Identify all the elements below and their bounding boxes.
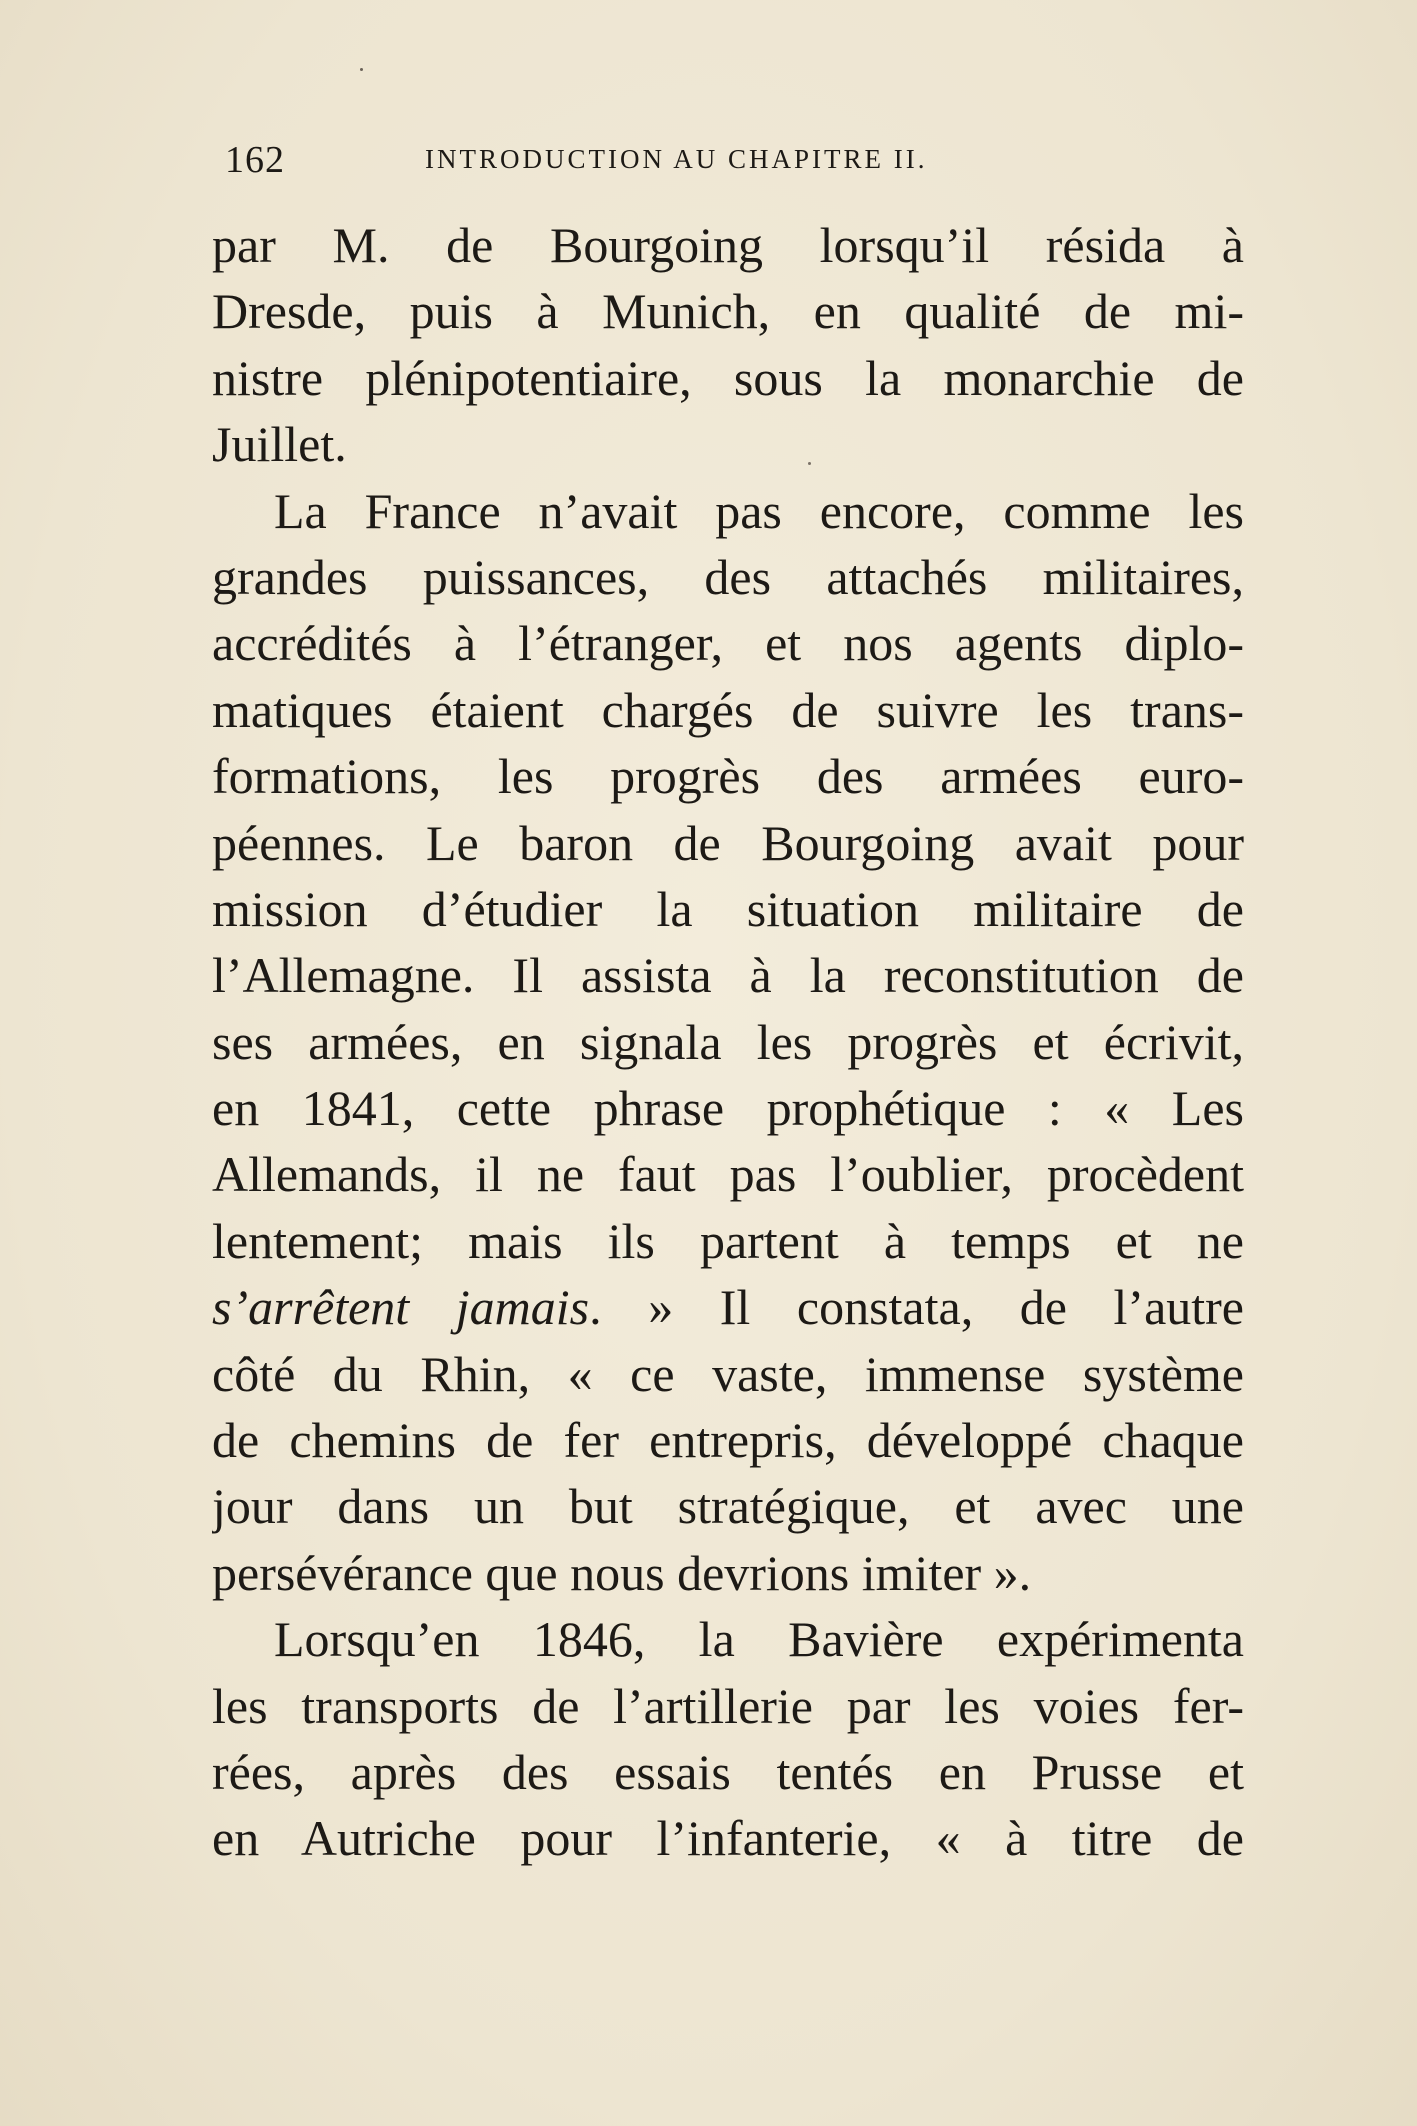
text-line: accrédités à l’étranger, et nos agents diplo-	[212, 615, 1244, 672]
running-head: INTRODUCTION AU CHAPITRE II.	[425, 144, 928, 174]
text-line: nistre plénipotentiaire, sous la monarchie de	[212, 349, 1244, 406]
text-line: La France n’avait pas encore, comme les	[274, 482, 1244, 539]
text-line: formations, les progrès des armées euro-	[212, 748, 1244, 805]
text-line: lentement; mais ils partent à temps et ne	[212, 1212, 1244, 1269]
text-line: ses armées, en signala les progrès et écrivit,	[212, 1013, 1244, 1070]
text-line: par M. de Bourgoing lorsqu’il résida à	[212, 217, 1244, 273]
body-text	[212, 212, 1244, 1872]
text-line: Juillet.	[212, 416, 347, 473]
text-line: mission d’étudier la situation militaire de	[212, 880, 1244, 937]
text-line: grandes puissances, des attachés militaires,	[212, 548, 1244, 605]
text-line: de chemins de fer entrepris, développé chaque	[212, 1412, 1244, 1469]
text-line: en 1841, cette phrase prophétique : « Les	[212, 1080, 1244, 1137]
text-line: Dresde, puis à Munich, en qualité de mi-	[212, 283, 1244, 340]
text-line: péennes. Le baron de Bourgoing avait pour	[212, 814, 1244, 871]
text-line-rest: . » Il constata, de l’autre	[589, 1279, 1244, 1336]
text-line: persévérance que nous devrions imiter ».	[212, 1544, 1032, 1601]
text-line: côté du Rhin, « ce vaste, immense système	[212, 1345, 1244, 1402]
italic-phrase: s’arrêtent jamais	[212, 1279, 590, 1336]
text-line: l’Allemagne. Il assista à la reconstitution de	[212, 947, 1244, 1004]
text-line: Lorsqu’en 1846, la Bavière expérimenta	[274, 1611, 1244, 1668]
text-line: les transports de l’artillerie par les voies fer-	[212, 1677, 1244, 1734]
text-line-with-italic	[212, 1274, 1244, 1340]
paper-speck	[360, 68, 363, 71]
text-line: en Autriche pour l’infanterie, « à titre de	[212, 1810, 1244, 1867]
page-header	[225, 138, 1045, 188]
page-number: 162	[225, 139, 285, 181]
text-line: rées, après des essais tentés en Prusse et	[212, 1743, 1244, 1800]
text-line: jour dans un but stratégique, et avec une	[212, 1478, 1244, 1535]
text-line: matiques étaient chargés de suivre les trans-	[212, 681, 1244, 738]
text-line: Allemands, il ne faut pas l’oublier, procèdent	[212, 1146, 1244, 1203]
